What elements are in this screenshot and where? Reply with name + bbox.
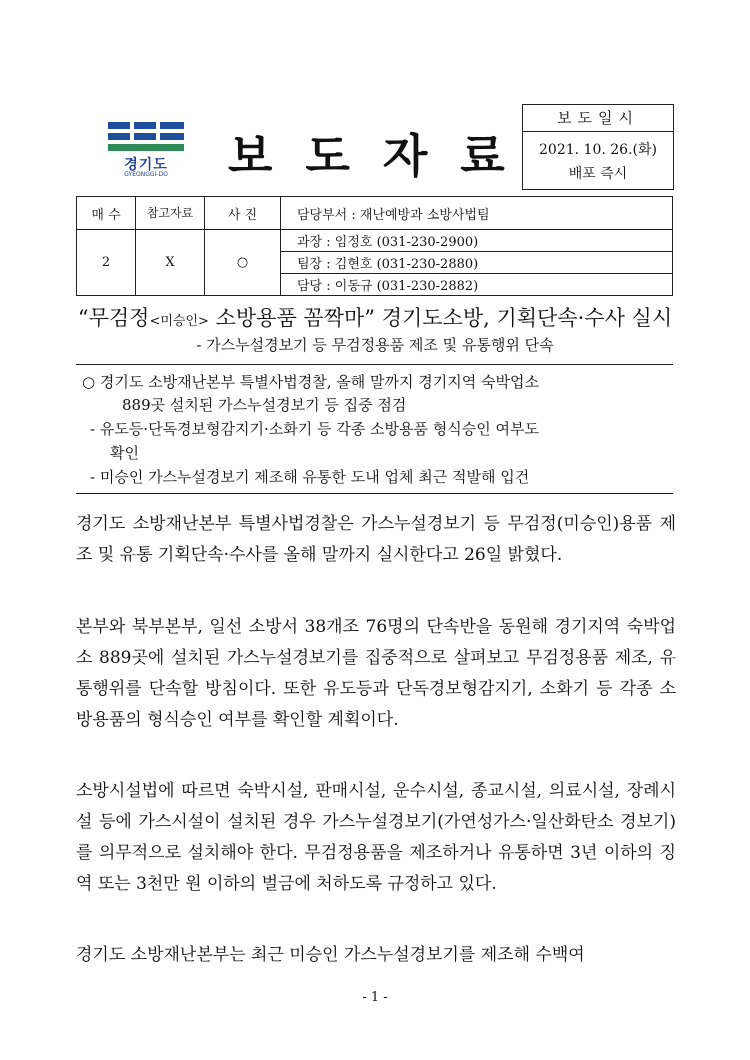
logo-green-bar-icon [108,144,184,151]
contact-team-lead: 팀장 : 김현호 (031-230-2880) [281,252,673,274]
subheadline: - 가스누설경보기 등 무검정용품 제조 및 유통행위 단속 [196,336,554,354]
logo-bar-icon [108,122,130,129]
summary-box [76,364,673,494]
document-title: 보도자료 [228,129,538,183]
header-photo: 사 진 [205,197,281,230]
logo-bar-icon [134,133,156,140]
header-pages: 매 수 [77,197,136,230]
gyeonggi-logo [104,120,188,180]
body-paragraph: 본부와 북부본부, 일선 소방서 38개조 76명의 단속반을 동원해 경기지역 숙박업소 889곳에 설치된 가스누설경보기를 집중적으로 살펴보고 무검정용품 제조, 유통행위를 단속할 방침이다. 또한 유도등과 단독경보형감지기, 소화기 등 각종 소방용품의 형식승인 여부를 확인할 계획이다. [76,617,676,730]
page-number: - 1 - [362,990,388,1005]
header-reference: 참고자료 [136,197,205,230]
value-pages: 2 [77,230,136,296]
info-table [76,196,673,296]
headline-part1: “무검정 [77,306,150,330]
release-header: 보도일시 [523,105,673,132]
logo-bar-icon [160,122,184,129]
summary-line: - 미승인 가스누설경보기 제조해 유통한 도내 업체 최근 적발해 입건 [90,468,530,486]
logo-sub: GYEONGGI-DO [124,171,168,178]
value-reference: X [136,230,205,296]
logo-bar-icon [134,122,156,129]
body-paragraph: 경기도 소방재난본부 특별사법경찰은 가스누설경보기 등 무검정(미승인)용품 제조 및 유통 기획단속·수사를 올해 말까지 실시한다고 26일 밝혔다. [76,514,676,565]
summary-line: ○ 경기도 소방재난본부 특별사법경찰, 올해 말까지 경기지역 숙박업소 [82,373,539,391]
headline-part2: 소방용품 꼼짝마” 경기도소방, 기획단속·수사 실시 [208,306,673,330]
logo-bar-icon [160,133,184,140]
summary-line: 확인 [110,444,139,462]
contact-manager: 과장 : 임정호 (031-230-2900) [281,230,673,252]
release-note: 배포 즉시 [568,166,628,182]
release-date-box [522,104,674,190]
headline-small: <미승인> [149,314,209,329]
body-paragraph: 경기도 소방재난본부는 최근 미승인 가스누설경보기를 제조해 수백여 [76,945,585,965]
contact-staff: 담당 : 이동규 (031-230-2882) [281,274,673,296]
summary-line: 889곳 설치된 가스누설경보기 등 집중 점검 [122,396,407,414]
logo-name: 경기도 [124,157,168,173]
summary-line: - 유도등·단독경보형감지기·소화기 등 각종 소방용품 형식승인 여부도 [90,420,539,438]
release-date: 2021. 10. 26.(화) [539,142,657,158]
department: 담당부서 : 재난예방과 소방사법팀 [281,197,673,230]
value-photo: ○ [205,230,281,296]
body-paragraph: 소방시설법에 따르면 숙박시설, 판매시설, 운수시설, 종교시설, 의료시설, 장례시설 등에 가스시설이 설치된 경우 가스누설경보기(가연성가스·일산화탄소 경보기)를 의무적으로 설치해야 한다. 무검정용품을 제조하거나 유통하면 3년 이하의 징역 또는 3천만 원 이하의 벌금에 처하도록 규정하고 있다. [76,781,676,894]
headline [0,302,750,332]
logo-bar-icon [108,133,130,140]
